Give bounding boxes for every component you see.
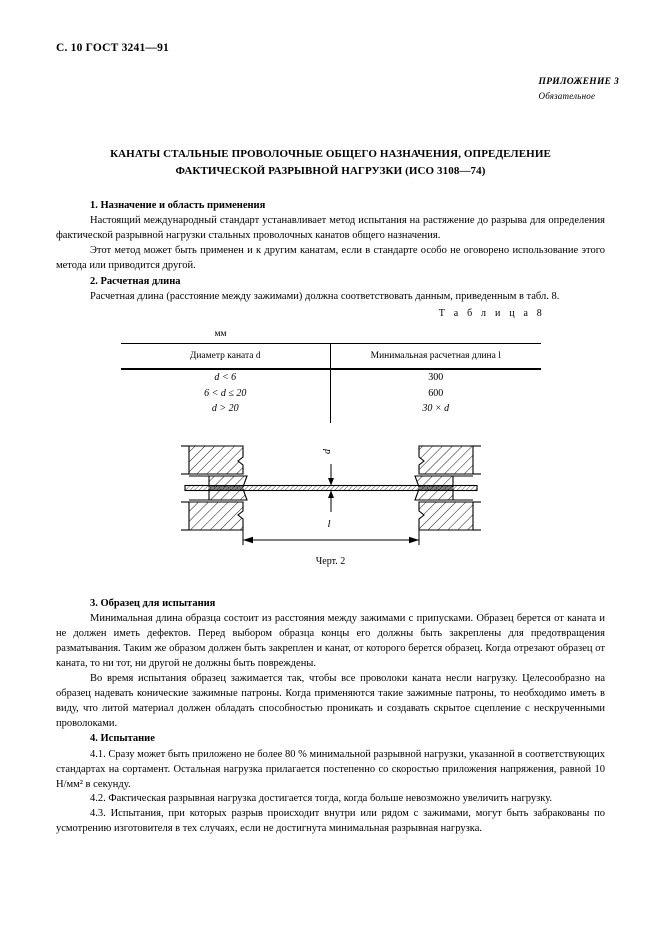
section-2-paragraph-1: Расчетная длина (расстояние между зажимами) должна соответствовать данным, приведенным в табл. 8. xyxy=(90,291,560,303)
figure-caption: Черт. 2 xyxy=(315,556,346,567)
table-block xyxy=(56,308,605,423)
dimension-label-length: l xyxy=(327,518,331,530)
table-column-header-diameter xyxy=(121,344,331,370)
content-lower xyxy=(56,596,605,837)
page-header-marker: С. 10 ГОСТ 3241—91 xyxy=(56,42,169,54)
table-caption: Т а б л и ц а 8 xyxy=(438,308,545,319)
table-gauge-length xyxy=(121,343,541,423)
dimension-length xyxy=(243,530,419,545)
section-1-paragraph-1: Настоящий международный стандарт устанавливает метод испытания на растяжение до разрыва для определения фактической разрывной нагрузки стальных проволочных канатов общего назначения. xyxy=(56,215,605,242)
section-4-paragraph-3: 4.3. Испытания, при которых разрыв происходит внутри или рядом с зажимами, могут быть забракованы по усмотрению изготовителя в тех случаях, если не достигнута минимальная разрывная нагрузка. xyxy=(56,808,605,835)
table-row xyxy=(121,369,541,386)
section-4-paragraph-2: 4.2. Фактическая разрывная нагрузка достигается тогда, когда больше невозможно увеличить нагрузку. xyxy=(90,793,553,805)
table-row xyxy=(121,401,541,423)
table-header-row xyxy=(121,344,541,370)
appendix-title: ПРИЛОЖЕНИЕ 3 xyxy=(538,77,619,87)
section-3-heading: 3. Образец для испытания xyxy=(90,598,216,609)
table-column-header-diameter-text: Диаметр каната d xyxy=(189,351,261,361)
table-cell-length: 30 × d xyxy=(422,403,450,414)
document-title-line-2: ФАКТИЧЕСКОЙ РАЗРЫВНОЙ НАГРУЗКИ (ИСО 3108—74) xyxy=(175,164,486,177)
dimension-label-thickness: d xyxy=(321,449,333,454)
table-cell-diameter: d < 6 xyxy=(121,369,331,386)
section-3-paragraph-1: Минимальная длина образца состоит из расстояния между зажимами с припусками. Образец берется от каната и не должен иметь дефектов. Перед выбором образца концы его должны быть закреплены для предотвращения разматывания. Таким же образом должен быть закреплен и канат, от которого берется образец. Когда отрезают образец от каната, то ни тот, ни другой не должны быть повреждены. xyxy=(56,613,605,669)
table-cell-length: 600 xyxy=(428,387,444,399)
table-unit-label: мм xyxy=(214,329,227,339)
section-1-heading: 1. Назначение и область применения xyxy=(90,200,266,211)
section-4-paragraph-1: 4.1. Сразу может быть приложено не более 80 % минимальной разрывной нагрузки, указанной в соответствующих стандартах на сортамент. Остальная нагрузка прилагается постепенно со скоростью приложения напряжения, равной 10 Н/мм² в секунду. xyxy=(56,748,605,790)
table-column-header-length xyxy=(331,344,541,370)
table-column-header-length-text: Минимальная расчетная длина l xyxy=(370,351,501,361)
content-upper xyxy=(56,198,605,305)
section-3-paragraph-2: Во время испытания образец зажимается так, чтобы все проволоки каната несли нагрузку. Целесообразно на образец надевать конические зажимные патроны. Когда применяются такие зажимные патроны, то необходимо иметь в виду, что литой материал должен обладать способностью проникать и создавать скрытое сцепление с нескрученными проволоками. xyxy=(56,672,605,729)
section-2-heading: 2. Расчетная длина xyxy=(90,275,181,287)
section-4-heading: 4. Испытание xyxy=(90,733,155,745)
document-title xyxy=(56,146,605,179)
figure-block xyxy=(56,440,605,567)
table-cell-length: 300 xyxy=(428,372,444,383)
appendix-subtitle: Обязательное xyxy=(538,90,596,101)
section-1-paragraph-2: Этот метод может быть применен и к другим канатам, если в стандарте особо не оговорено использование этого метода или приводится другой. xyxy=(56,245,605,271)
document-title-line-1: КАНАТЫ СТАЛЬНЫЕ ПРОВОЛОЧНЫЕ ОБЩЕГО НАЗНАЧЕНИЯ, ОПРЕДЕЛЕНИЕ xyxy=(110,148,551,160)
table-row xyxy=(121,386,541,402)
figure-clamped-rope-diagram xyxy=(181,440,481,550)
rope-specimen xyxy=(185,486,477,491)
table-cell-diameter: 6 < d ≤ 20 xyxy=(121,386,331,402)
table-cell-diameter: d > 20 xyxy=(121,401,331,423)
appendix-designation xyxy=(539,76,620,103)
